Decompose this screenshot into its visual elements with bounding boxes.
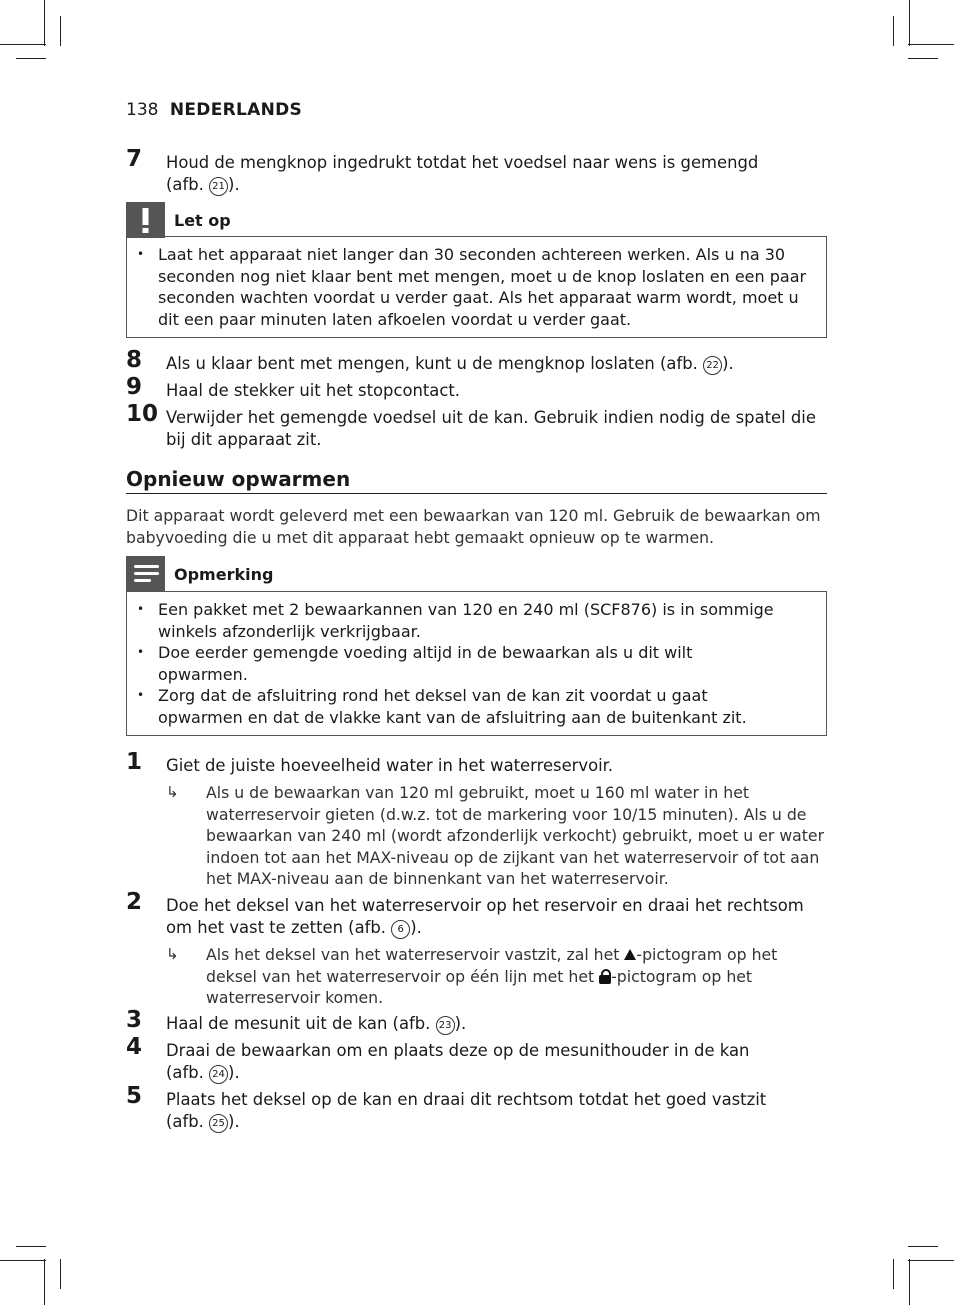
step-7 xyxy=(126,146,827,196)
step-text: Haal de stekker uit het stopcontact. xyxy=(166,381,460,400)
figure-reference: 22 xyxy=(703,356,722,375)
crop-mark xyxy=(893,16,894,46)
crop-mark xyxy=(909,0,910,46)
note-lines-icon xyxy=(126,556,165,592)
step-2-result xyxy=(166,944,831,1009)
crop-mark xyxy=(909,1259,910,1305)
caution-header xyxy=(126,202,827,238)
crop-mark xyxy=(0,44,46,45)
result-text: Als u de bewaarkan van 120 ml gebruikt, moet u 160 ml water in het waterreservoir gieten (d.w.z. tot de markering voor 10/15 minuten). Als u de bewaarkan van 240 ml (wordt afzonderlijk verkocht) gebruikt, moet u er water indoen tot aan het MAX-niveau op de zijkant van het waterreservoir of tot aan het MAX-niveau aan de binnenkant van het waterreservoir. xyxy=(206,783,825,889)
step-text: Doe het deksel van het waterreservoir op het reservoir en draai het rechtsom om het vast te zetten (afb. 6 ). xyxy=(166,896,804,937)
figure-reference: 24 xyxy=(209,1065,228,1084)
caution-title: Let op xyxy=(174,211,231,230)
step-1-result xyxy=(166,782,831,890)
list-item: • Laat het apparaat niet langer dan 30 seconden achtereen werken. Als u na 30 seconden nog niet klaar bent met mengen, moet u de knop loslaten en een paar seconden wachten voordat u verder gaat. Als het apparaat warm wordt, moet u dit een paar minuten laten afkoelen voordat u verder gaat. xyxy=(127,244,818,330)
crop-mark xyxy=(0,1260,46,1261)
step-number: 10 xyxy=(126,401,159,427)
note-box xyxy=(126,591,827,736)
result-text: Als het deksel van het waterreservoir vastzit, zal het -pictogram op het deksel van het waterreservoir op één lijn met het -pictogram op het waterreservoir komen. xyxy=(206,945,778,1008)
step-8 xyxy=(126,347,827,375)
step-text: Houd de mengknop ingedrukt totdat het voedsel naar wens is gemengd (afb. 21 ). xyxy=(166,153,759,194)
triangle-icon xyxy=(624,949,636,960)
figure-reference: 21 xyxy=(209,177,228,196)
step-text: Verwijder het gemengde voedsel uit de kan. Gebruik indien nodig de spatel die bij dit apparaat zit. xyxy=(166,408,816,449)
crop-mark xyxy=(60,1259,61,1289)
step-5 xyxy=(126,1083,827,1133)
step-number: 3 xyxy=(126,1007,143,1033)
note-header xyxy=(126,556,827,592)
step-4 xyxy=(126,1034,827,1084)
list-item: • Een pakket met 2 bewaarkannen van 120 en 240 ml (SCF876) is in sommige winkels afzonderlijk verkrijgbaar. xyxy=(127,599,818,642)
lock-icon xyxy=(599,969,611,984)
crop-mark xyxy=(908,1260,954,1261)
step-number: 5 xyxy=(126,1083,143,1109)
section-title: Opnieuw opwarmen xyxy=(126,467,827,494)
crop-mark xyxy=(908,44,954,45)
figure-reference: 25 xyxy=(209,1114,228,1133)
step-9 xyxy=(126,374,827,402)
crop-mark xyxy=(908,58,938,59)
crop-mark xyxy=(16,58,46,59)
step-text: Haal de mesunit uit de kan (afb. 23 ). xyxy=(166,1014,467,1033)
step-2 xyxy=(126,889,827,939)
step-number: 9 xyxy=(126,374,143,400)
crop-mark xyxy=(44,1259,45,1305)
step-number: 8 xyxy=(126,347,143,373)
crop-mark xyxy=(44,0,45,46)
step-text: Als u klaar bent met mengen, kunt u de mengknop loslaten (afb. 22 ). xyxy=(166,354,734,373)
figure-reference: 23 xyxy=(436,1016,455,1035)
step-text: Draai de bewaarkan om en plaats deze op de mesunithouder in de kan (afb. 24 ). xyxy=(166,1041,750,1082)
language-label: NEDERLANDS xyxy=(169,100,303,120)
step-3 xyxy=(126,1007,827,1035)
step-number: 4 xyxy=(126,1034,143,1060)
crop-mark xyxy=(893,1259,894,1289)
page-number: 138 xyxy=(126,100,159,120)
crop-mark xyxy=(60,16,61,46)
step-1 xyxy=(126,749,827,777)
crop-mark xyxy=(908,1246,938,1247)
result-arrow-icon: ↳ xyxy=(166,783,179,801)
step-text: Plaats het deksel op de kan en draai dit rechtsom totdat het goed vastzit (afb. 25 ). xyxy=(166,1090,767,1131)
list-item: • Zorg dat de afsluitring rond het deksel van de kan zit voordat u gaat opwarmen en dat de vlakke kant van de afsluitring aan de buitenkant zit. xyxy=(127,685,786,728)
step-10 xyxy=(126,401,827,450)
step-text: Giet de juiste hoeveelheid water in het waterreservoir. xyxy=(166,756,614,775)
section-intro: Dit apparaat wordt geleverd met een bewaarkan van 120 ml. Gebruik de bewaarkan om babyvoeding die u met dit apparaat hebt gemaakt opnieuw op te warmen. xyxy=(126,506,821,547)
note-title: Opmerking xyxy=(174,565,274,584)
crop-mark xyxy=(16,1246,46,1247)
list-item: • Doe eerder gemengde voeding altijd in de bewaarkan als u dit wilt opwarmen. xyxy=(127,642,736,685)
figure-reference: 6 xyxy=(391,920,410,939)
caution-box xyxy=(126,236,827,338)
step-number: 2 xyxy=(126,889,143,915)
step-number: 7 xyxy=(126,146,143,172)
exclamation-icon xyxy=(126,202,165,238)
page-header xyxy=(126,100,302,120)
result-arrow-icon: ↳ xyxy=(166,945,179,963)
step-number: 1 xyxy=(126,749,143,775)
